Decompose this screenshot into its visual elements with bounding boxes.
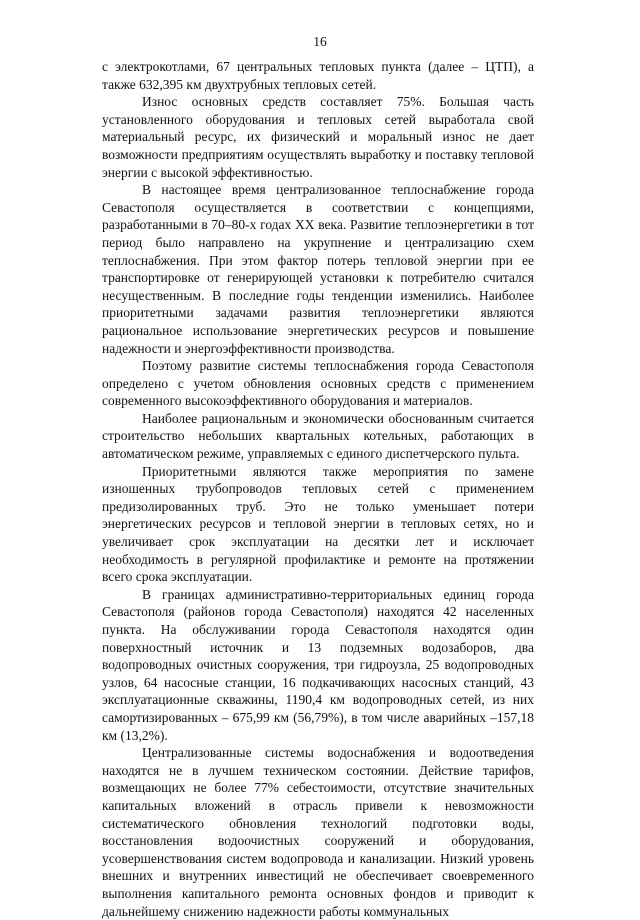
paragraph-8: Централизованные системы водоснабжения и водоотведения находятся не в лучшем техническом состоянии. Действие тарифов, возмещающих не более 77% себестоимости, отсутствие значительных капитальных вложений в отрасль привели к невозможности систематического обновления технологий подготовки воды, восстановления водоочистных сооружений и оборудования, усовершенствования систем водопровода и канализации. Низкий уровень внешних и внутренних инвестиций не обеспечивает своевременного выполнения капитального ремонта основных фондов и приводит к дальнейшему снижению надежности работы коммунальных	[102, 745, 534, 919]
paragraph-2: Износ основных средств составляет 75%. Большая часть установленного оборудования и тепловых сетей выработала свой материальный ресурс, их физический и моральный износ не дает возможности предприятиям осуществлять выработку и поставку тепловой энергии с высокой эффективностью.	[102, 94, 534, 180]
document-body	[102, 58, 534, 920]
paragraph-1: с электрокотлами, 67 центральных тепловых пункта (далее – ЦТП), а также 632,395 км двухтрубных тепловых сетей.	[102, 59, 534, 92]
page-number: 16	[313, 34, 327, 49]
paragraph-7: В границах административно-территориальных единиц города Севастополя (районов города Севастополя) находятся 42 населенных пункта. На обслуживании города Севастополя находятся один поверхностный источник и 13 подземных водозаборов, два водопроводных очистных сооружения, три гидроузла, 25 водопроводных узлов, 64 насосные станции, 16 подкачивающих насосных станций, 43 эксплуатационные скважины, 1190,4 км водопроводных сетей, из них самортизированных – 675,99 км (56,79%), в том числе аварийных –157,18 км (13,2%).	[102, 586, 534, 743]
paragraph-5: Наиболее рациональным и экономически обоснованным считается строительство небольших квартальных котельных, работающих в автоматическом режиме, управляемых с единого диспетчерского пульта.	[102, 410, 534, 462]
paragraph-4: Поэтому развитие системы теплоснабжения города Севастополя определено с учетом обновления основных средств с применением современного высокоэффективного оборудования и материалов.	[102, 358, 534, 409]
paragraph-3: В настоящее время централизованное теплоснабжение города Севастополя осуществляется в соответствии с концепциями, разработанными в 70–80-х годах XX века. Развитие теплоэнергетики в тот период было направлено на укрупнение и централизацию схем теплоснабжения. При этом фактор потерь тепловой энергии при ее транспортировке от генерирующей установки к потребителю считался несущественным. В последние годы тенденции изменились. Наиболее приоритетными задачами развития теплоэнергетики являются рациональное использование энергетических ресурсов и повышение надежности и энергоэффективности производства.	[102, 182, 534, 356]
paragraph-6: Приоритетными являются также мероприятия по замене изношенных трубопроводов тепловых сетей с применением предизолированных труб. Это не только уменьшает потери энергетических ресурсов и тепловой энергии в тепловых сетях, но и увеличивает срок эксплуатации на десятки лет и исключает необходимость в регулярной профилактике и ремонте на протяжении всего срока эксплуатации.	[102, 463, 534, 585]
